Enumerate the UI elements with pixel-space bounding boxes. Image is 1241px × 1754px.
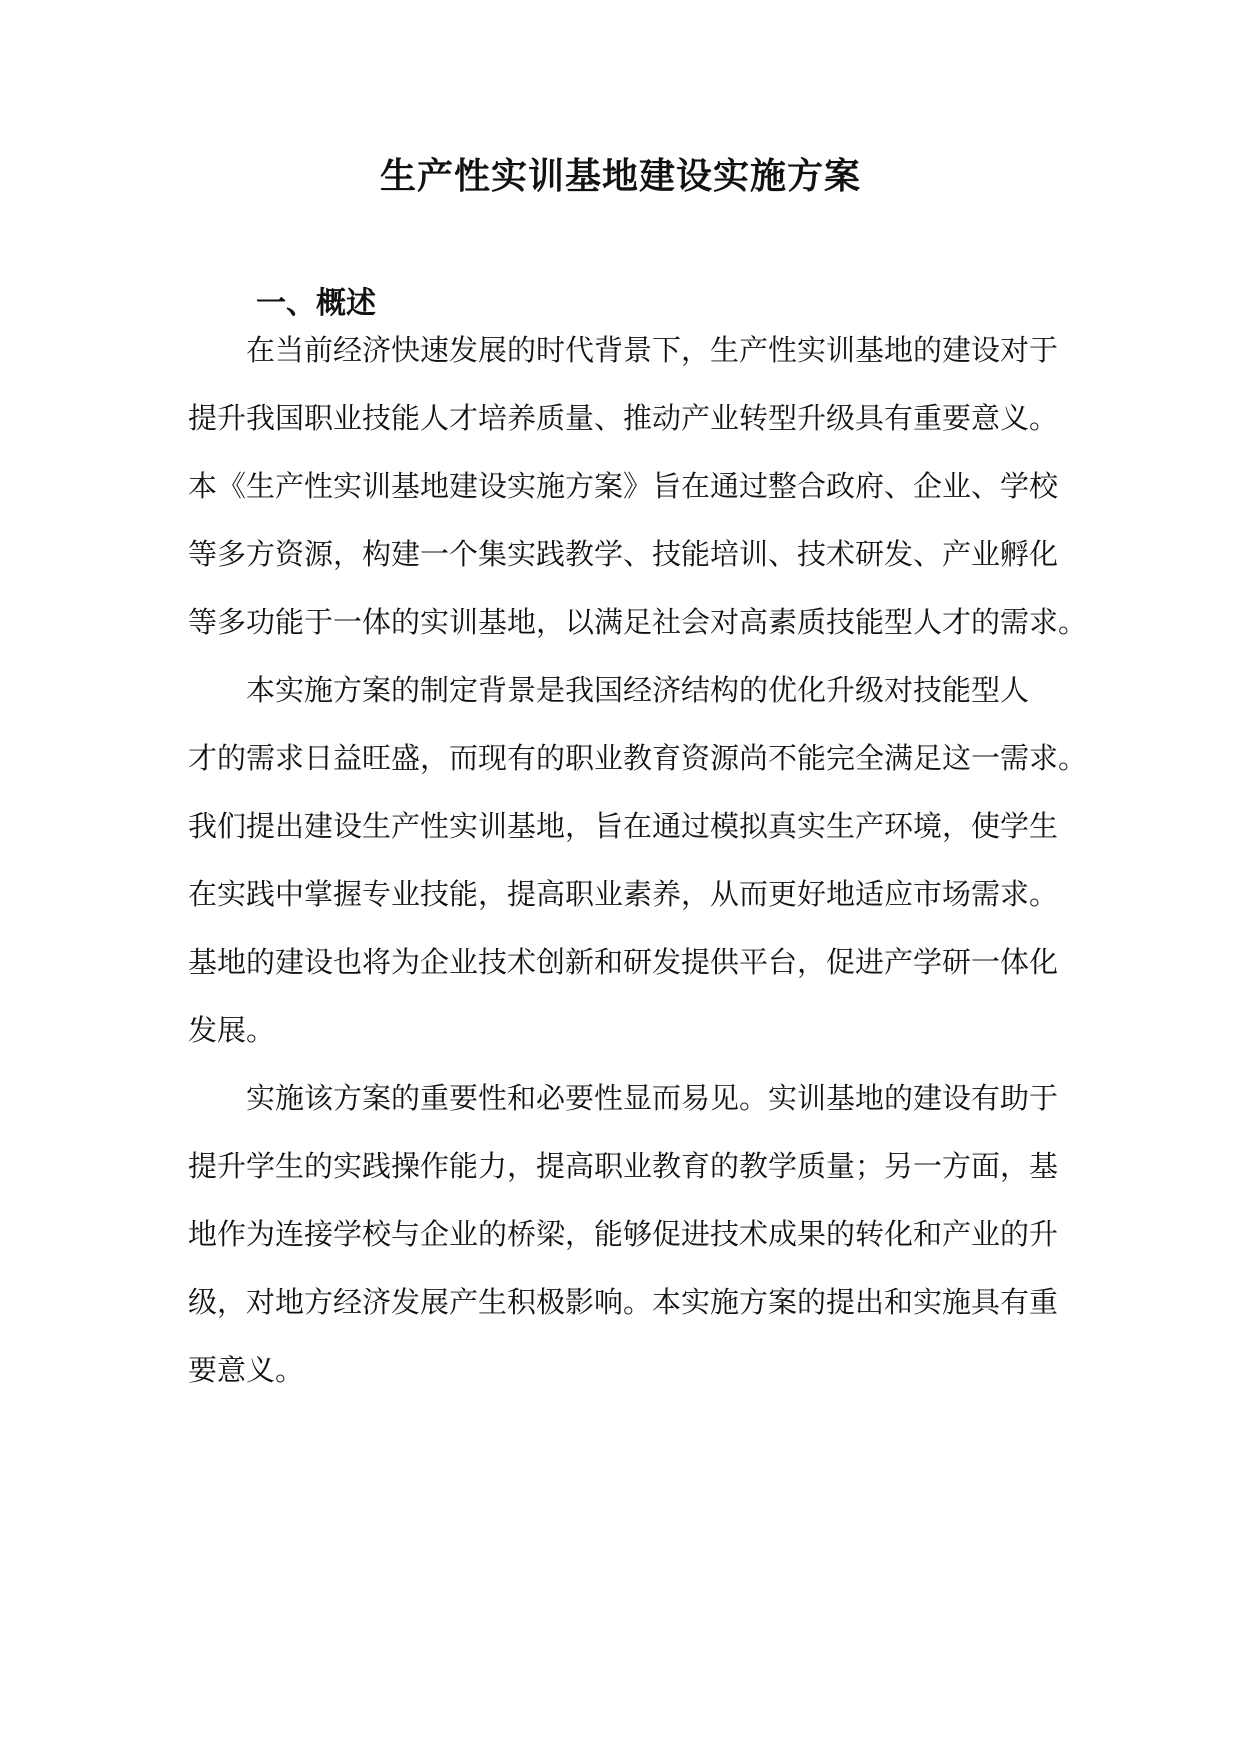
- paragraph-1-line-1: 在当前经济快速发展的时代背景下，生产性实训基地的建设对于: [246, 333, 1059, 367]
- paragraph-2-line-4: 在实践中掌握专业技能，提高职业素养，从而更好地适应市场需求。: [188, 877, 1059, 911]
- paragraph-2-line-2: 才的需求日益旺盛，而现有的职业教育资源尚不能完全满足这一需求。: [188, 741, 1088, 775]
- paragraph-2-line-1: 本实施方案的制定背景是我国经济结构的优化升级对技能型人: [246, 673, 1030, 707]
- paragraph-2-line-6: 发展。: [188, 1013, 276, 1047]
- paragraph-2-line-3: 我们提出建设生产性实训基地，旨在通过模拟真实生产环境，使学生: [188, 809, 1059, 843]
- paragraph-3-line-4: 级，对地方经济发展产生积极影响。本实施方案的提出和实施具有重: [188, 1285, 1059, 1319]
- paragraph-3-line-3: 地作为连接学校与企业的桥梁，能够促进技术成果的转化和产业的升: [188, 1217, 1059, 1251]
- paragraph-3-line-2: 提升学生的实践操作能力，提高职业教育的教学质量；另一方面，基: [188, 1149, 1059, 1183]
- paragraph-1-line-2: 提升我国职业技能人才培养质量、推动产业转型升级具有重要意义。: [188, 401, 1059, 435]
- paragraph-3-line-1: 实施该方案的重要性和必要性显而易见。实训基地的建设有助于: [246, 1081, 1059, 1115]
- paragraph-1-line-4: 等多方资源，构建一个集实践教学、技能培训、技术研发、产业孵化: [188, 537, 1059, 571]
- paragraph-1-line-3: 本《生产性实训基地建设实施方案》旨在通过整合政府、企业、学校: [188, 469, 1059, 503]
- document-title: 生产性实训基地建设实施方案: [379, 155, 861, 197]
- paragraph-2-line-5: 基地的建设也将为企业技术创新和研发提供平台，促进产学研一体化: [188, 945, 1059, 979]
- paragraph-1-line-5: 等多功能于一体的实训基地，以满足社会对高素质技能型人才的需求。: [188, 605, 1088, 639]
- section-heading-overview: 一、概述: [256, 286, 376, 321]
- paragraph-3-line-5: 要意义。: [188, 1353, 305, 1387]
